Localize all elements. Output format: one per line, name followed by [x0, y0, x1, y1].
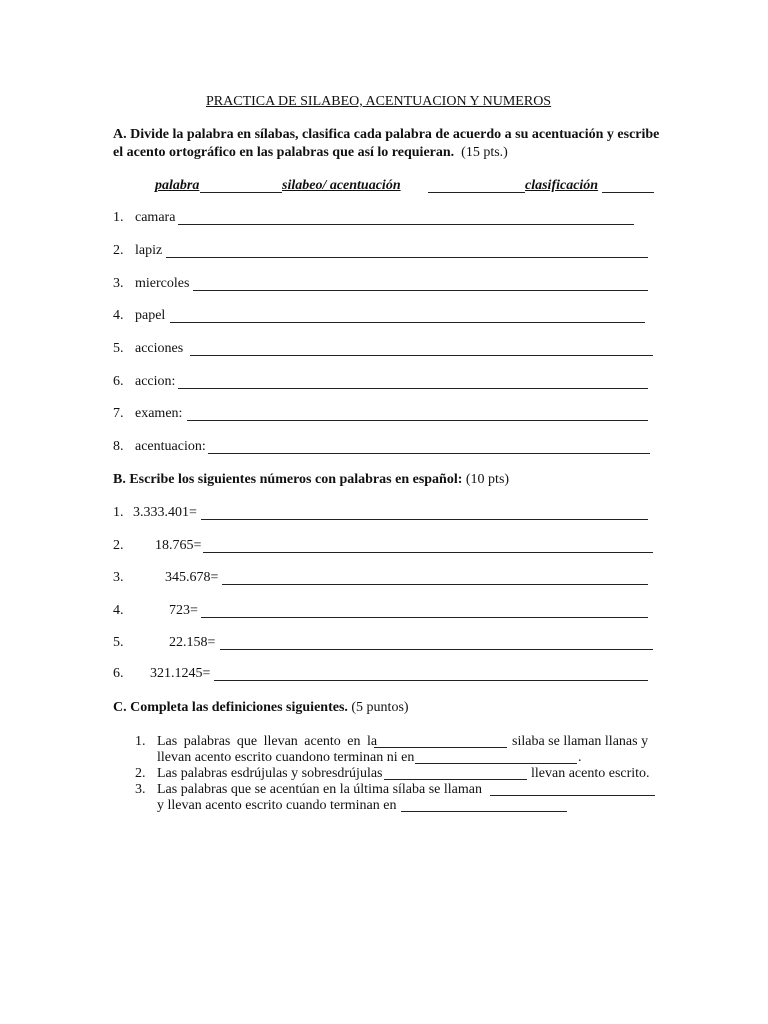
list-item-number: 2.	[113, 243, 124, 258]
list-item-numeral: 345.678=	[165, 570, 219, 585]
answer-blank[interactable]	[220, 649, 653, 650]
list-item-numeral: 3.333.401=	[133, 505, 197, 520]
column-header-clasificacion: clasificación	[525, 178, 599, 193]
list-item-number: 2.	[113, 538, 124, 553]
column-header-palabra: palabra	[155, 178, 200, 193]
list-item-number: 6.	[113, 666, 124, 681]
section-a-heading-text: el acento ortográfico en las palabras que así lo requieran.	[113, 145, 455, 160]
list-item-number: 2.	[135, 766, 146, 781]
list-item-word: acciones	[135, 341, 184, 356]
list-item-number: 1.	[113, 210, 124, 225]
list-item-word: papel	[135, 308, 166, 323]
section-c-points: (5 puntos)	[351, 700, 409, 715]
section-b-heading	[113, 472, 509, 488]
section-c-heading	[113, 700, 409, 716]
list-item-numeral: 723=	[169, 603, 198, 618]
list-item-word: acentuacion:	[135, 439, 206, 454]
answer-blank[interactable]	[384, 779, 527, 780]
column-header-underline	[602, 192, 654, 193]
list-item-number: 3.	[113, 276, 124, 291]
answer-blank[interactable]	[401, 811, 567, 812]
list-item-word: lapiz	[135, 243, 163, 258]
answer-blank[interactable]	[374, 747, 507, 748]
list-item-word: examen:	[135, 406, 183, 421]
section-a-heading-line2	[113, 145, 508, 161]
definition-text: y llevan acento escrito cuando terminan en	[157, 798, 397, 813]
list-item-word: camara	[135, 210, 176, 225]
answer-blank[interactable]	[222, 584, 648, 585]
list-item-number: 4.	[113, 603, 124, 618]
answer-blank[interactable]	[166, 257, 648, 258]
list-item-number: 5.	[113, 341, 124, 356]
list-item-number: 5.	[113, 635, 124, 650]
column-header-underline	[200, 192, 282, 193]
list-item-number: 1.	[113, 505, 124, 520]
answer-blank[interactable]	[170, 322, 645, 323]
answer-blank[interactable]	[201, 617, 648, 618]
list-item-word: miercoles	[135, 276, 190, 291]
definition-text: Las palabras que llevan acento en la	[157, 734, 378, 749]
list-item-numeral: 321.1245=	[150, 666, 211, 681]
section-a-heading-line1: A. Divide la palabra en sílabas, clasifica cada palabra de acuerdo a su acentuación y escribe	[113, 127, 660, 142]
answer-blank[interactable]	[193, 290, 648, 291]
list-item-number: 3.	[135, 782, 146, 797]
definition-text: Las palabras que se acentúan en la última sílaba se llaman	[157, 782, 482, 797]
answer-blank[interactable]	[490, 795, 655, 796]
answer-blank[interactable]	[201, 519, 648, 520]
section-b-heading-text: B. Escribe los siguientes números con palabras en español:	[113, 472, 463, 487]
definition-text: Las palabras esdrújulas y sobresdrújulas	[157, 766, 383, 781]
answer-blank[interactable]	[203, 552, 653, 553]
list-item-number: 3.	[113, 570, 124, 585]
section-a-points: (15 pts.)	[461, 145, 508, 160]
list-item-numeral: 18.765=	[155, 538, 202, 553]
answer-blank[interactable]	[190, 355, 653, 356]
list-item-number: 7.	[113, 406, 124, 421]
answer-blank[interactable]	[214, 680, 648, 681]
column-header-silabeo: silabeo/ acentuación	[282, 178, 401, 193]
answer-blank[interactable]	[415, 763, 577, 764]
sentence-period: .	[578, 750, 582, 765]
list-item-word: accion:	[135, 374, 176, 389]
definition-text: llevan acento escrito.	[531, 766, 650, 781]
list-item-number: 8.	[113, 439, 124, 454]
answer-blank[interactable]	[187, 420, 648, 421]
list-item-number: 4.	[113, 308, 124, 323]
answer-blank[interactable]	[178, 388, 648, 389]
answer-blank[interactable]	[208, 453, 650, 454]
section-c-heading-text: C. Completa las definiciones siguientes.	[113, 700, 348, 715]
list-item-number: 6.	[113, 374, 124, 389]
answer-blank[interactable]	[178, 224, 634, 225]
column-header-underline	[428, 192, 525, 193]
definition-text: llevan acento escrito cuandono terminan ni en	[157, 750, 415, 765]
definition-text: silaba se llaman llanas y	[512, 734, 649, 749]
list-item-numeral: 22.158=	[169, 635, 216, 650]
page-title: PRACTICA DE SILABEO, ACENTUACION Y NUMEROS	[206, 94, 552, 109]
section-b-points: (10 pts)	[465, 472, 510, 487]
list-item-number: 1.	[135, 734, 146, 749]
